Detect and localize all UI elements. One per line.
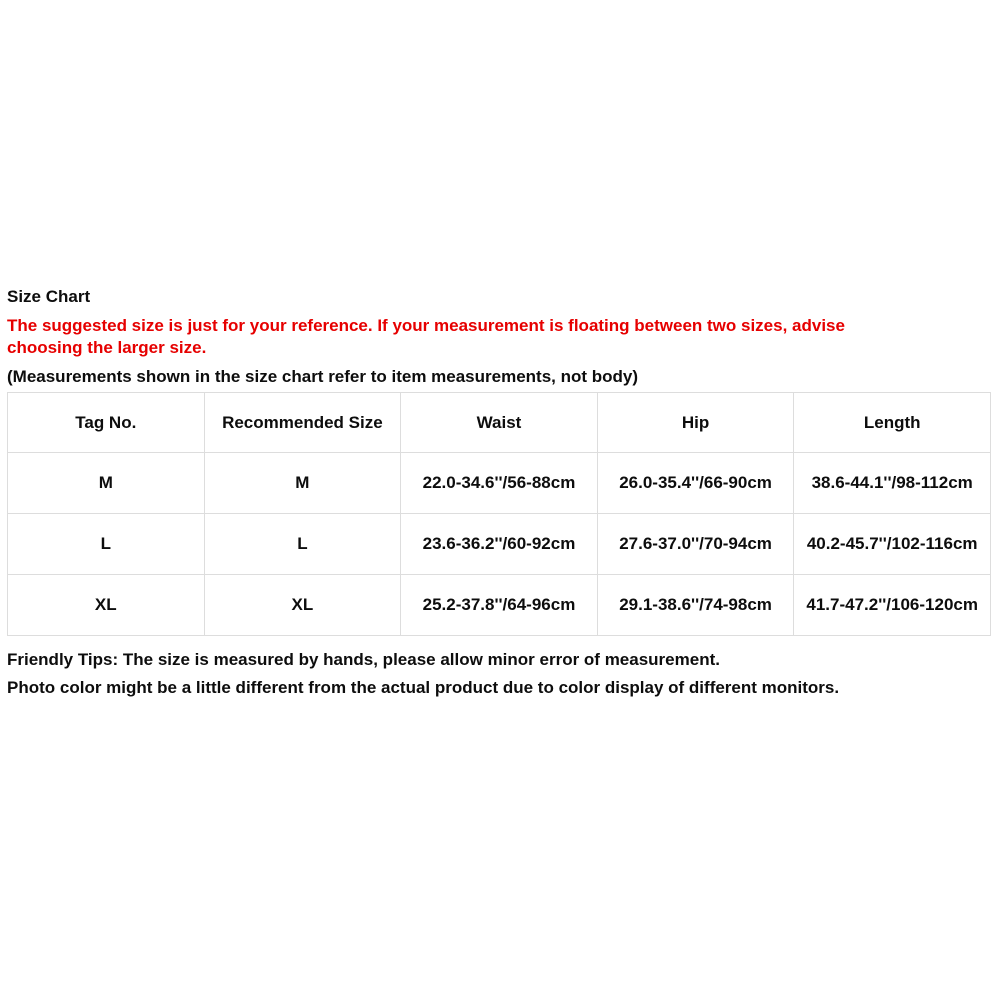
cell-hip: 27.6-37.0''/70-94cm [597,514,794,575]
size-chart-content [7,286,991,705]
tip-line-measurement: Friendly Tips: The size is measured by hands, please allow minor error of measurement. [7,650,720,669]
cell-tag-no: L [8,514,205,575]
cell-recommended-size: M [204,453,401,514]
column-header-length: Length [794,393,991,453]
size-warning-line-2: choosing the larger size. [7,338,207,357]
cell-recommended-size: XL [204,575,401,636]
table-row [8,453,991,514]
column-header-tag-no: Tag No. [8,393,205,453]
cell-hip: 29.1-38.6''/74-98cm [597,575,794,636]
cell-tag-no: XL [8,575,205,636]
size-warning-line-1: The suggested size is just for your reference. If your measurement is floating between two sizes, advise [7,316,845,335]
cell-waist: 25.2-37.8''/64-96cm [401,575,598,636]
cell-tag-no: M [8,453,205,514]
cell-length: 41.7-47.2''/106-120cm [794,575,991,636]
cell-hip: 26.0-35.4''/66-90cm [597,453,794,514]
cell-length: 38.6-44.1''/98-112cm [794,453,991,514]
page-title: Size Chart [7,287,91,306]
table-row [8,514,991,575]
table-header-row [8,393,991,453]
table-row [8,575,991,636]
cell-waist: 22.0-34.6''/56-88cm [401,453,598,514]
tip-line-photo-color: Photo color might be a little different from the actual product due to color display of different monitors. [7,678,840,697]
cell-recommended-size: L [204,514,401,575]
measurement-note: (Measurements shown in the size chart refer to item measurements, not body) [7,367,639,386]
cell-waist: 23.6-36.2''/60-92cm [401,514,598,575]
cell-length: 40.2-45.7''/102-116cm [794,514,991,575]
column-header-hip: Hip [597,393,794,453]
friendly-tips [7,649,991,699]
size-chart-table [7,392,991,636]
column-header-recommended-size: Recommended Size [204,393,401,453]
column-header-waist: Waist [401,393,598,453]
size-warning-text [7,315,991,359]
